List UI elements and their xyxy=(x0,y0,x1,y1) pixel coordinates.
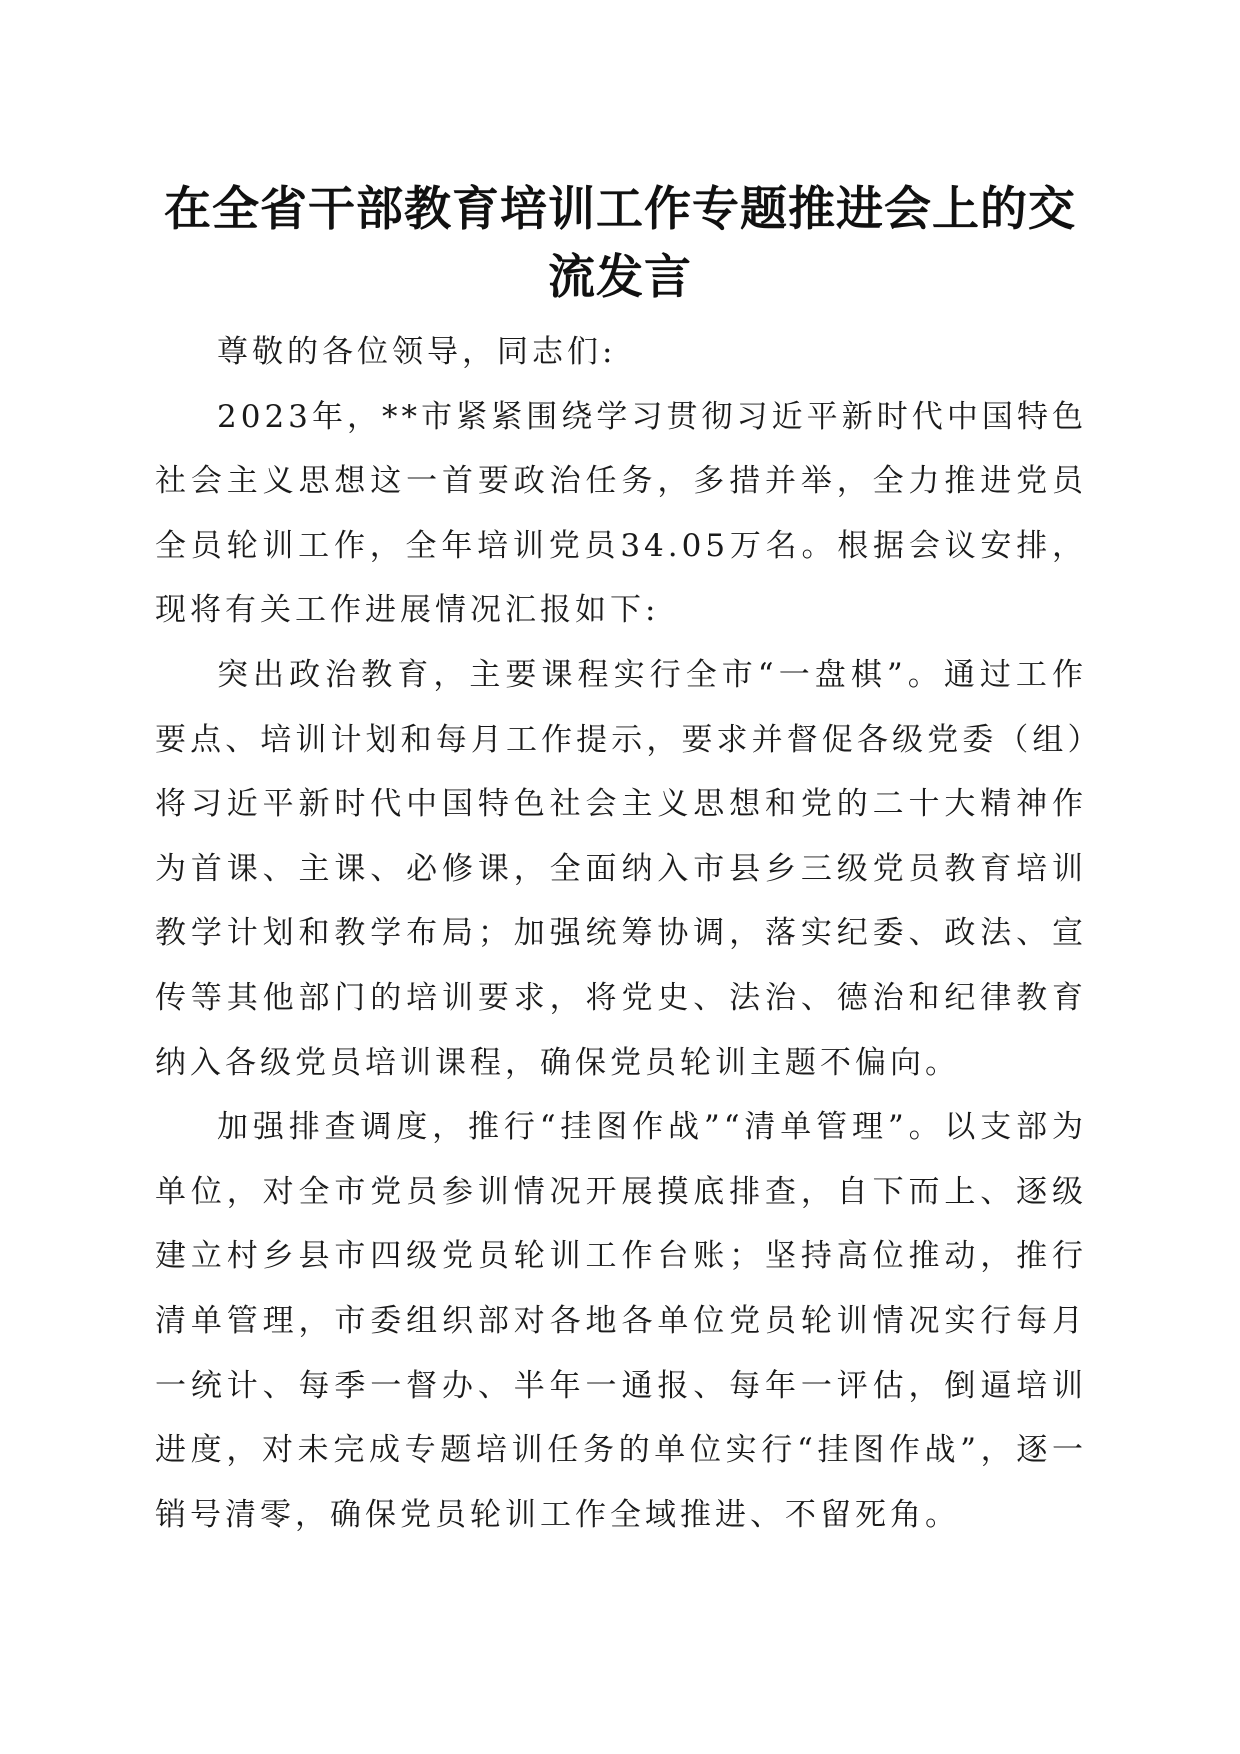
salutation: 尊敬的各位领导，同志们: xyxy=(217,334,617,370)
paragraph-political-education: 突出政治教育，主要课程实行全市“一盘棋”。通过工作要点、培训计划和每月工作提示，要求并督促各级党委（组）将习近平新时代中国特色社会主义思想和党的二十大精神作为首课、主课、必修课，全面纳入市县乡三级党员教育培训教学计划和教学布局；加强统筹协调，落实纪委、政法、宣传等其他部门的培训要求，将党史、法治、德治和纪律教育纳入各级党员培训课程，确保党员轮训主题不偏向。 xyxy=(155,656,1087,1081)
document-title: 在全省干部教育培训工作专题推进会上的交流发言 xyxy=(164,182,1076,305)
paragraph-intro: 2023年，**市紧紧围绕学习贯彻习近平新时代中国特色社会主义思想这一首要政治任务，多措并举，全力推进党员全员轮训工作，全年培训党员34.05万名。根据会议安排，现将有关工作进展情况汇报如下: xyxy=(155,398,1087,629)
document-body xyxy=(155,320,1087,1547)
paragraph-inspection-scheduling: 加强排查调度，推行“挂图作战”“清单管理”。以支部为单位，对全市党员参训情况开展摸底排查，自下而上、逐级建立村乡县市四级党员轮训工作台账；坚持高位推动，推行清单管理，市委组织部对各地各单位党员轮训情况实行每月一统计、每季一督办、半年一通报、每年一评估，倒逼培训进度，对未完成专题培训任务的单位实行“挂图作战”，逐一销号清零，确保党员轮训工作全域推进、不留死角。 xyxy=(155,1109,1087,1533)
